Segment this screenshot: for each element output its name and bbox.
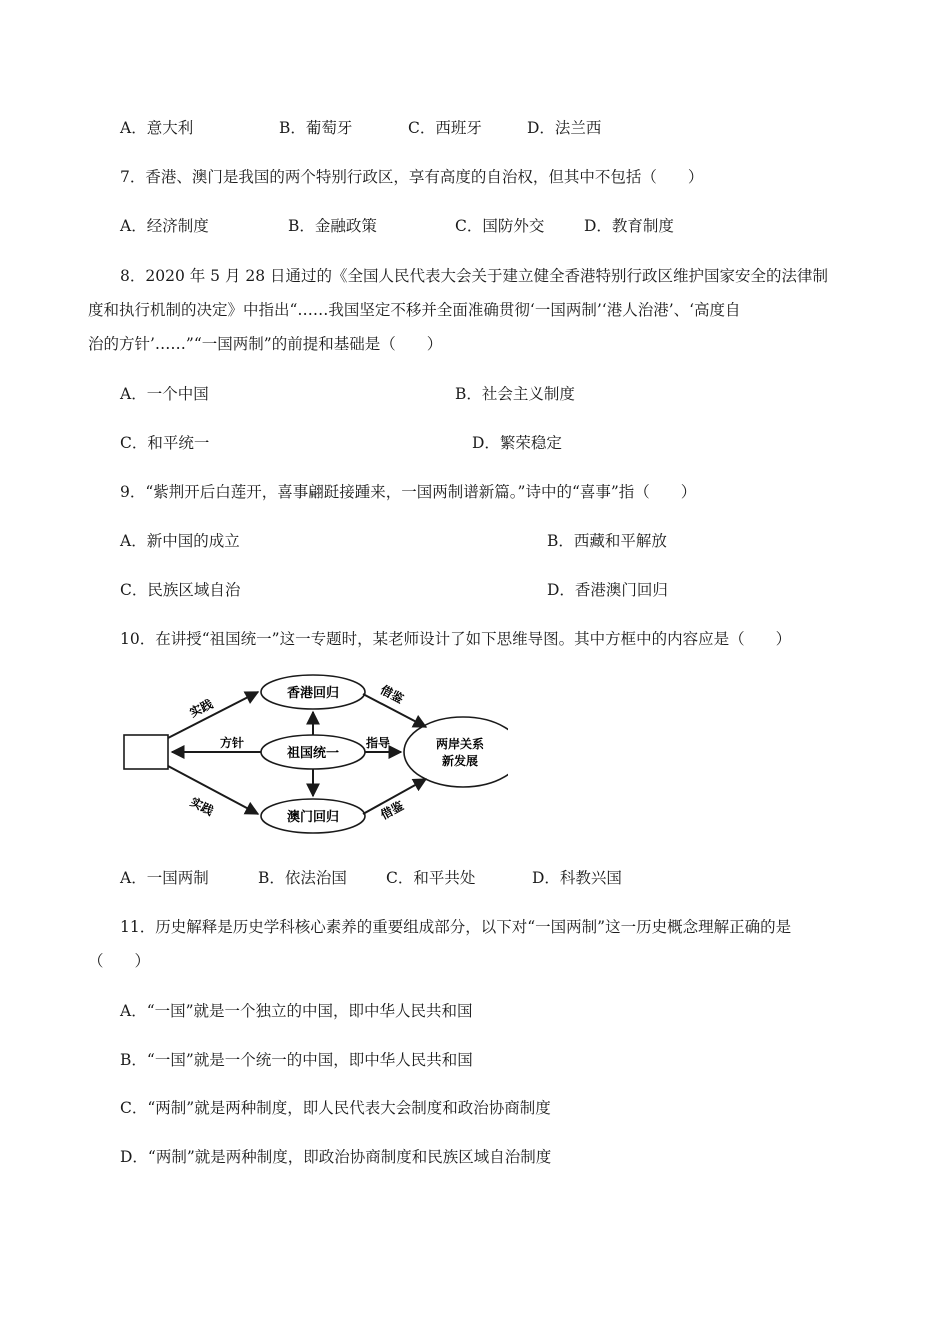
q8-option-d: D．繁荣稳定	[472, 434, 562, 452]
q10-option-a: A．一国两制	[120, 869, 209, 887]
q11-option-d: D．“两制”就是两种制度，即政治协商制度和民族区域自治制度	[120, 1148, 552, 1166]
q10-option-d: D．科教兴国	[532, 869, 622, 887]
label-cross-strait-line-1: 两岸关系	[435, 737, 485, 751]
q8-stem-line-2: 度和执行机制的决定》中指出“……我国坚定不移并全面准确贯彻‘一国两制’‘港人治港’、‘高度自	[88, 301, 741, 319]
q8-option-a: A．一个中国	[120, 385, 209, 403]
node-cross-strait	[404, 717, 508, 787]
label-policy: 方针	[219, 736, 245, 750]
q7-option-d: D．教育制度	[584, 217, 674, 235]
q11-stem-line-2: （ ）	[88, 952, 151, 970]
q11-stem-line-1: 11．历史解释是历史学科核心素养的重要组成部分，以下对“一国两制”这一历史概念理解正确的是	[120, 918, 792, 936]
q7-option-c: C．国防外交	[455, 217, 545, 235]
q10-stem: 10．在讲授“祖国统一”这一专题时，某老师设计了如下思维导图。其中方框中的内容应是（ ）	[120, 630, 792, 648]
q10-option-c: C．和平共处	[386, 869, 476, 887]
q6-option-a: A．意大利	[120, 119, 194, 137]
mind-map-diagram	[118, 668, 508, 840]
q7-option-b: B．金融政策	[288, 217, 377, 235]
label-unification: 祖国统一	[286, 746, 340, 761]
q7-option-a: A．经济制度	[120, 217, 209, 235]
label-guide: 指导	[365, 736, 391, 750]
label-hong-kong-return: 香港回归	[286, 686, 340, 701]
label-cross-strait-line-2: 新发展	[441, 754, 479, 768]
blank-answer-box	[124, 735, 168, 769]
q6-option-b: B．葡萄牙	[279, 119, 353, 137]
q8-stem-line-3: 治的方针’……”“一国两制”的前提和基础是（ ）	[88, 335, 443, 353]
q10-option-b: B．依法治国	[258, 869, 347, 887]
label-practice-bottom: 实践	[187, 794, 216, 819]
q11-option-c: C．“两制”就是两种制度，即人民代表大会制度和政治协商制度	[120, 1099, 551, 1117]
q11-option-a: A．“一国”就是一个独立的中国，即中华人民共和国	[120, 1002, 473, 1020]
q9-option-d: D．香港澳门回归	[547, 581, 668, 599]
label-practice-top: 实践	[187, 696, 216, 720]
q8-stem-line-1: 8．2020 年 5 月 28 日通过的《全国人民代表大会关于建立健全香港特别行政区维护国家安全的法律制	[120, 267, 829, 285]
q8-option-b: B．社会主义制度	[455, 385, 575, 403]
q9-option-c: C．民族区域自治	[120, 581, 241, 599]
q6-option-c: C．西班牙	[408, 119, 482, 137]
q9-option-a: A．新中国的成立	[120, 532, 240, 550]
q11-option-b: B．“一国”就是一个统一的中国，即中华人民共和国	[120, 1051, 473, 1069]
q8-option-c: C．和平统一	[120, 434, 210, 452]
q6-option-d: D．法兰西	[527, 119, 602, 137]
q7-stem: 7．香港、澳门是我国的两个特别行政区，享有高度的自治权，但其中不包括（ ）	[120, 168, 704, 186]
q9-option-b: B．西藏和平解放	[547, 532, 667, 550]
label-reference-bottom: 借鉴	[378, 798, 407, 823]
label-reference-top: 借鉴	[377, 682, 406, 707]
q9-stem: 9．“紫荆开后白莲开，喜事翩跹接踵来，一国两制谱新篇。”诗中的“喜事”指（ ）	[120, 483, 697, 501]
label-macao-return: 澳门回归	[286, 810, 340, 825]
